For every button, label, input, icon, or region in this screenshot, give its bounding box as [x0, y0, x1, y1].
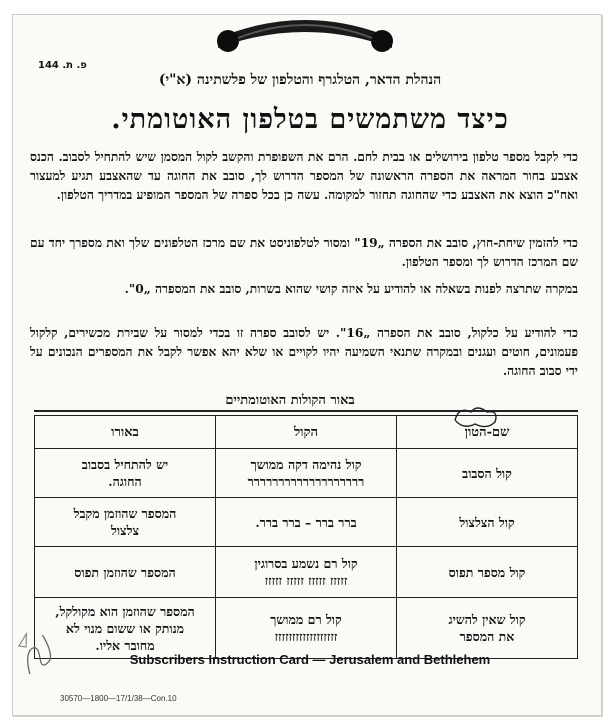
form-code: פ. ת. 144 — [38, 60, 87, 71]
table-row — [35, 547, 578, 598]
instruction-inquiries: במקרה שתרצה לפנות בשאלה או להודיע על איזה קושי שהוא בשרות, סובב את המספרה „0". — [124, 282, 578, 296]
card-footer: Subscribers Instruction Card — Jerusalem and Bethlehem — [129, 652, 491, 667]
tone-sound: ברר ברר – ברר ברר. — [216, 498, 397, 547]
table-row — [35, 449, 578, 498]
hanging-strip-icon — [210, 8, 400, 52]
instruction-trunk-call: כדי להזמין שיחת-חוץ, סובב את הספרה „19" ומסור לטלפוניסט את שם מרכז הטלפונים שלך ואת מספרך יחד עם שם המרכז הדרוש לך ומספר הטלפון. — [30, 236, 578, 269]
table-caption: באור הקולות האוטומתיים — [225, 393, 355, 408]
header-tone: הקול — [216, 416, 397, 449]
tone-name: קול הסבוב — [397, 449, 578, 498]
print-code: 30570—1800—17/1/38—Con.10 — [60, 694, 177, 703]
tones-table — [34, 415, 578, 659]
tone-name: קול מספר תפוס — [397, 547, 578, 598]
tone-name: קול הצלצול — [397, 498, 578, 547]
tone-name: קול שאין להשיג את המספר — [397, 598, 578, 659]
table-row — [35, 498, 578, 547]
header-tone-name: שם-הטון — [397, 416, 578, 449]
tone-sound: קול רם נשמע בסרוגין זזזזז זזזזז זזזזז זזזזז — [216, 547, 397, 598]
tone-sound: קול רם ממושך זזזזזזזזזזזזזזזזזז — [216, 598, 397, 659]
tone-explanation: המספר שהוזמן מקבל צלצול — [35, 498, 216, 547]
instruction-fault-report: כדי להודיע על כלקול, סובב את הספרה „16". יש לסובב ספרה זו בכדי למסור על שבירת מכשירים, קלקול פעמונים, חוטים ועגנים ובמקרה שתנאי השמיעה יהיו לקויים או שלא יהא אפשר לקבל את המספרים הנכונים על ידי סבוב החוגה. — [30, 326, 578, 378]
tone-explanation: המספר שהוזמן תפוס — [35, 547, 216, 598]
tone-sound: קול נהימה דקה ממושך ררררררררררררררררררר — [216, 449, 397, 498]
page-title: כיצד משתמשים בטלפון האוטומתי. — [111, 104, 509, 135]
instruction-local-call: כדי לקבל מספר טלפון בירושלים או בבית לחם. הרם את השפופרת והקשב לקול המסמן שיש להתחיל לסבוב. הכנס אצבע בחור המראה את הספרה הראשונה של המספר הדרוש לך, סובב את החוגה עד שהאצבע תגיע למעצור ואח"כ הוצא את האצבע כדי שהחוגה תחזור למקומה. עשה כן בכל ספרה של המספר המופיע במדריך הטלפון. — [30, 150, 578, 202]
tone-explanation: יש להתחיל בסבוב החוגה. — [35, 449, 216, 498]
header-explanation: באורו — [35, 416, 216, 449]
tone-explanation: המספר שהוזמן הוא מקולקל, מנותק או ששום מנוי לא מחובר אליו. — [35, 598, 216, 659]
issuing-authority: הנהלת הדאר, הטלגרף והטלפון של פלשתינה (א"י) — [158, 72, 442, 88]
table-row — [35, 598, 578, 659]
table-header-row — [35, 416, 578, 449]
